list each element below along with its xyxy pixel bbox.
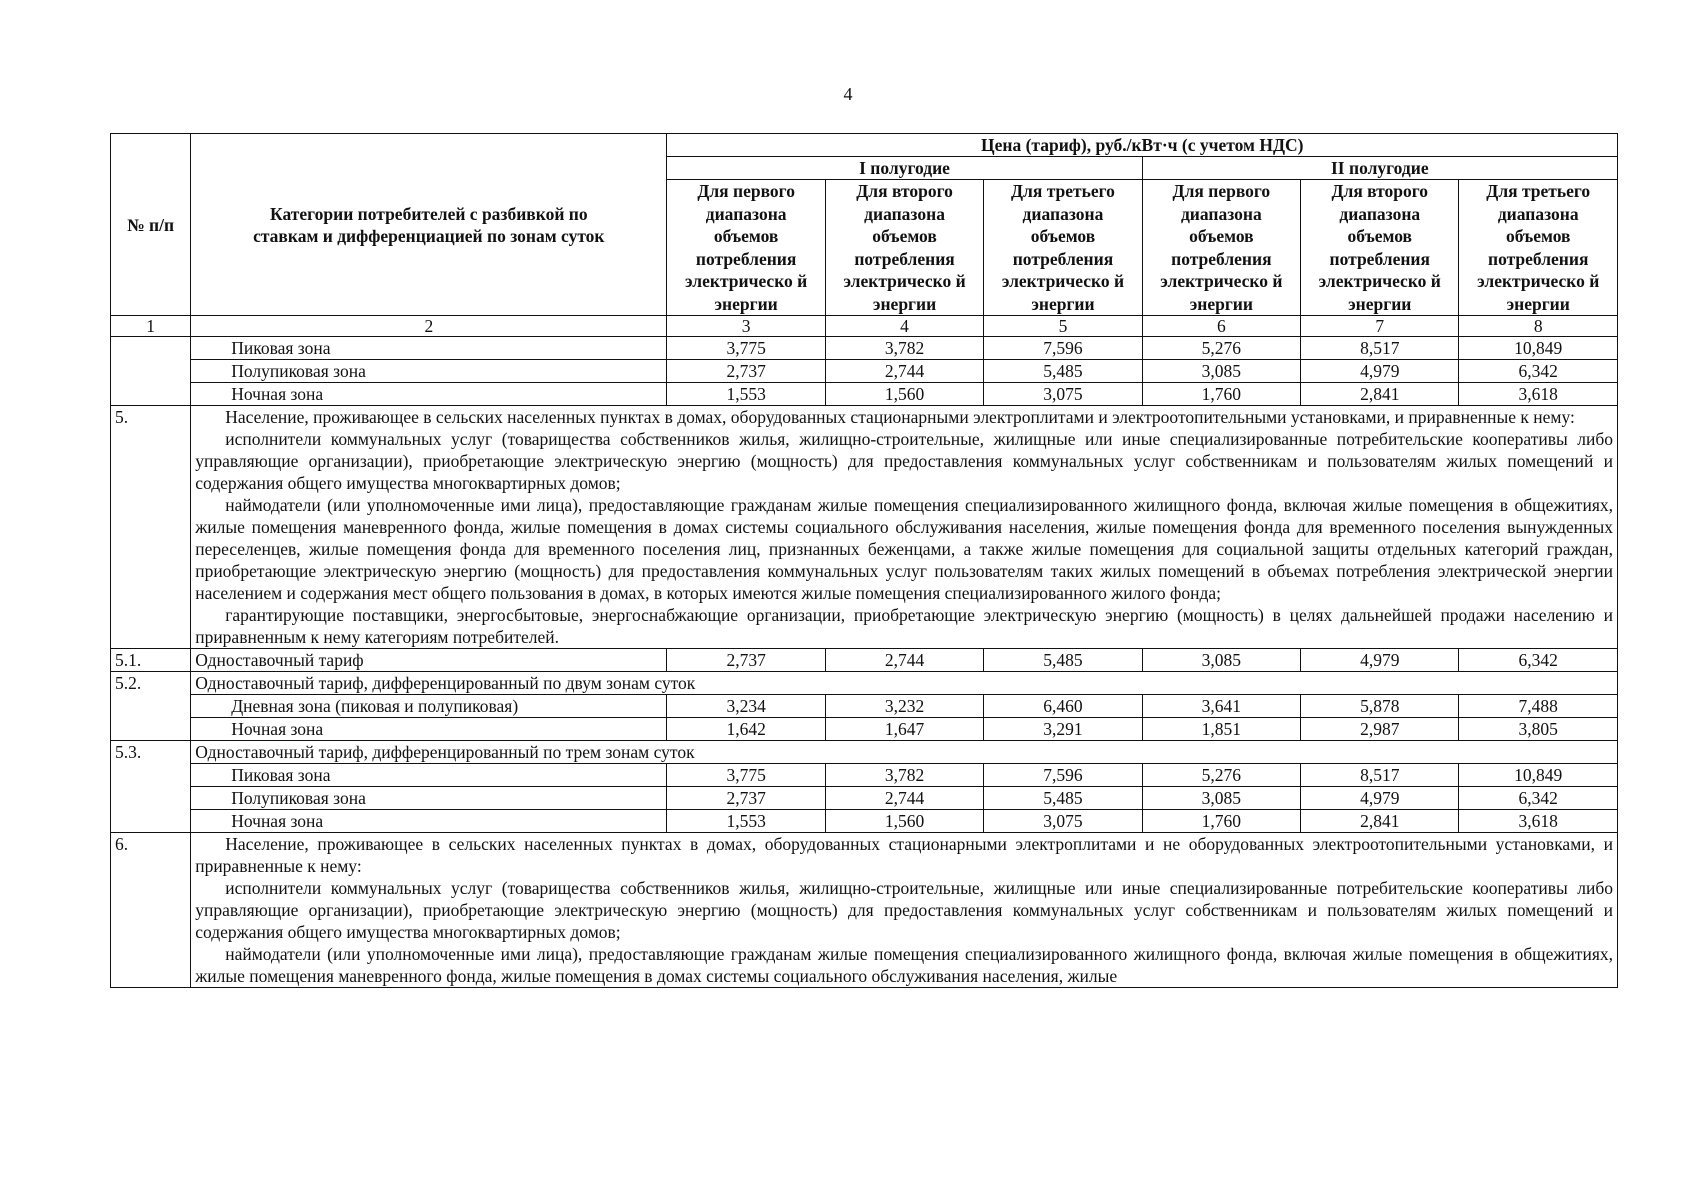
row-label: Одноставочный тариф <box>191 649 667 672</box>
header-category: Категории потребителей с разбивкой по ставкам и дифференциацией по зонам суток <box>191 134 667 316</box>
value-cell: 10,849 <box>1459 764 1618 787</box>
header-price: Цена (тариф), руб./кВт·ч (с учетом НДС) <box>667 134 1618 157</box>
value-cell: 2,737 <box>667 649 825 672</box>
table-row <box>111 383 1618 406</box>
header-range-2: Для второго диапазона объемов потребления электрическо й энергии <box>825 180 983 316</box>
value-cell: 5,485 <box>984 649 1142 672</box>
header-range-5: Для второго диапазона объемов потребления электрическо й энергии <box>1301 180 1459 316</box>
value-cell: 1,560 <box>825 383 983 406</box>
value-cell: 10,849 <box>1459 337 1618 360</box>
header-row-1 <box>111 134 1618 157</box>
value-cell: 3,075 <box>984 810 1142 833</box>
value-cell: 5,485 <box>984 360 1142 383</box>
section-6-row <box>111 833 1618 988</box>
paragraph: исполнители коммунальных услуг (товарищества собственников жилья, жилищно-строительные, жилищные или иные специализированные потребительские кооперативы либо управляющие организации), приобретающие электрическую энергию (мощность) для предоставления коммунальных услуг собственникам и пользователям жилых помещений и содержания общего имущества многоквартирных домов; <box>195 878 1613 942</box>
value-cell: 2,841 <box>1301 383 1459 406</box>
table-row <box>111 718 1618 741</box>
value-cell: 4,979 <box>1301 787 1459 810</box>
value-cell: 3,782 <box>825 337 983 360</box>
value-cell: 7,488 <box>1459 695 1618 718</box>
empty-no-cell <box>111 337 191 406</box>
paragraph: наймодатели (или уполномоченные ими лица), предоставляющие гражданам жилые помещения специализированного жилищного фонда, включая жилые помещения в общежитиях, жилые помещения маневренного фонда, жилые помещения в домах системы социального обслуживания населения, жилые помещения фонда для временного поселения вынужденных переселенцев, жилые помещения фонда для временного поселения лиц, признанных беженцами, а также жилые помещения для социальной защиты отдельных категорий граждан, приобретающие электрическую энергию (мощность) для предоставления коммунальных услуг пользователям таких жилых помещений в объемах потребления электрической энергии населением и содержания мест общего пользования в домах, в которых имеются жилые помещения специализированного жилого фонда; <box>195 495 1613 603</box>
table-row <box>111 337 1618 360</box>
value-cell: 5,276 <box>1142 337 1300 360</box>
row-label: Ночная зона <box>191 718 667 741</box>
value-cell: 7,596 <box>984 337 1142 360</box>
row-number: 5.1. <box>111 649 191 672</box>
value-cell: 6,460 <box>984 695 1142 718</box>
value-cell: 3,085 <box>1142 787 1300 810</box>
row-label: Ночная зона <box>191 383 667 406</box>
value-cell: 2,841 <box>1301 810 1459 833</box>
value-cell: 3,232 <box>825 695 983 718</box>
table-row <box>111 764 1618 787</box>
value-cell: 3,618 <box>1459 810 1618 833</box>
row-label: Полупиковая зона <box>191 787 667 810</box>
value-cell: 5,485 <box>984 787 1142 810</box>
column-number: 5 <box>984 316 1142 337</box>
value-cell: 3,782 <box>825 764 983 787</box>
section-6-description <box>191 833 1618 988</box>
column-number: 6 <box>1142 316 1300 337</box>
value-cell: 2,987 <box>1301 718 1459 741</box>
value-cell: 6,342 <box>1459 649 1618 672</box>
paragraph: Население, проживающее в сельских населенных пунктах в домах, оборудованных стационарными электроплитами и электроотопительными установками, и приравненные к нему: <box>225 407 1575 427</box>
column-number: 4 <box>825 316 983 337</box>
table-row <box>111 672 1618 695</box>
table-row <box>111 787 1618 810</box>
row-label: Пиковая зона <box>191 764 667 787</box>
value-cell: 2,744 <box>825 649 983 672</box>
value-cell: 2,744 <box>825 360 983 383</box>
row-label: Ночная зона <box>191 810 667 833</box>
paragraph: гарантирующие поставщики, энергосбытовые, энергоснабжающие организации, приобретающие электрическую энергию (мощность) в целях дальнейшей продажи населению и приравненным к нему категориям потребителей. <box>195 605 1613 647</box>
value-cell: 6,342 <box>1459 360 1618 383</box>
page-number: 4 <box>843 84 853 104</box>
table-row <box>111 649 1618 672</box>
value-cell: 3,775 <box>667 337 825 360</box>
value-cell: 3,291 <box>984 718 1142 741</box>
column-number: 1 <box>111 316 191 337</box>
value-cell: 3,085 <box>1142 360 1300 383</box>
table-row <box>111 695 1618 718</box>
tariff-table <box>110 133 1618 988</box>
value-cell: 3,234 <box>667 695 825 718</box>
header-range-1: Для первого диапазона объемов потребления электрическо й энергии <box>667 180 825 316</box>
section-5-row <box>111 406 1618 649</box>
row-number: 6. <box>111 833 191 988</box>
value-cell: 8,517 <box>1301 764 1459 787</box>
value-cell: 3,075 <box>984 383 1142 406</box>
value-cell: 2,744 <box>825 787 983 810</box>
header-range-4: Для первого диапазона объемов потребления электрическо й энергии <box>1142 180 1300 316</box>
paragraph: исполнители коммунальных услуг (товарищества собственников жилья, жилищно-строительные, жилищные или иные специализированные потребительские кооперативы либо управляющие организации), приобретающие электрическую энергию (мощность) для предоставления коммунальных услуг собственникам и пользователям жилых помещений и содержания общего имущества многоквартирных домов; <box>195 429 1613 493</box>
value-cell: 3,085 <box>1142 649 1300 672</box>
value-cell: 1,553 <box>667 810 825 833</box>
row-label: Дневная зона (пиковая и полупиковая) <box>191 695 667 718</box>
column-number: 7 <box>1301 316 1459 337</box>
value-cell: 3,775 <box>667 764 825 787</box>
paragraph: наймодатели (или уполномоченные ими лица), предоставляющие гражданам жилые помещения специализированного жилищного фонда, включая жилые помещения в общежитиях, жилые помещения маневренного фонда, жилые помещения в домах системы социального обслуживания населения, жилые <box>195 944 1613 986</box>
value-cell: 2,737 <box>667 787 825 810</box>
column-number: 2 <box>191 316 667 337</box>
row-label: Пиковая зона <box>191 337 667 360</box>
value-cell: 2,737 <box>667 360 825 383</box>
value-cell: 1,553 <box>667 383 825 406</box>
column-number-row <box>111 316 1618 337</box>
row-number: 5.3. <box>111 741 191 833</box>
table-row <box>111 360 1618 383</box>
table-row <box>111 741 1618 764</box>
value-cell: 1,851 <box>1142 718 1300 741</box>
value-cell: 1,560 <box>825 810 983 833</box>
header-range-3: Для третьего диапазона объемов потребления электрическо й энергии <box>984 180 1142 316</box>
paragraph: Население, проживающее в сельских населенных пунктах в домах, оборудованных стационарными электроплитами и не оборудованных электроотопительными установками, и приравненные к нему: <box>195 834 1613 876</box>
value-cell: 4,979 <box>1301 649 1459 672</box>
header-half-1: I полугодие <box>667 157 1142 180</box>
row-number: 5. <box>111 406 191 649</box>
row-label: Одноставочный тариф, дифференцированный по трем зонам суток <box>191 741 1618 764</box>
header-range-6: Для третьего диапазона объемов потребления электрическо й энергии <box>1459 180 1618 316</box>
table-row <box>111 810 1618 833</box>
value-cell: 1,642 <box>667 718 825 741</box>
value-cell: 5,878 <box>1301 695 1459 718</box>
value-cell: 6,342 <box>1459 787 1618 810</box>
row-label: Полупиковая зона <box>191 360 667 383</box>
value-cell: 8,517 <box>1301 337 1459 360</box>
column-number: 3 <box>667 316 825 337</box>
header-no: № п/п <box>111 134 191 316</box>
value-cell: 3,618 <box>1459 383 1618 406</box>
value-cell: 7,596 <box>984 764 1142 787</box>
value-cell: 5,276 <box>1142 764 1300 787</box>
row-number: 5.2. <box>111 672 191 741</box>
value-cell: 3,641 <box>1142 695 1300 718</box>
value-cell: 1,760 <box>1142 810 1300 833</box>
column-number: 8 <box>1459 316 1618 337</box>
row-label: Одноставочный тариф, дифференцированный по двум зонам суток <box>191 672 1618 695</box>
header-half-2: II полугодие <box>1142 157 1617 180</box>
value-cell: 3,805 <box>1459 718 1618 741</box>
section-5-description <box>191 406 1618 649</box>
value-cell: 1,760 <box>1142 383 1300 406</box>
value-cell: 1,647 <box>825 718 983 741</box>
value-cell: 4,979 <box>1301 360 1459 383</box>
